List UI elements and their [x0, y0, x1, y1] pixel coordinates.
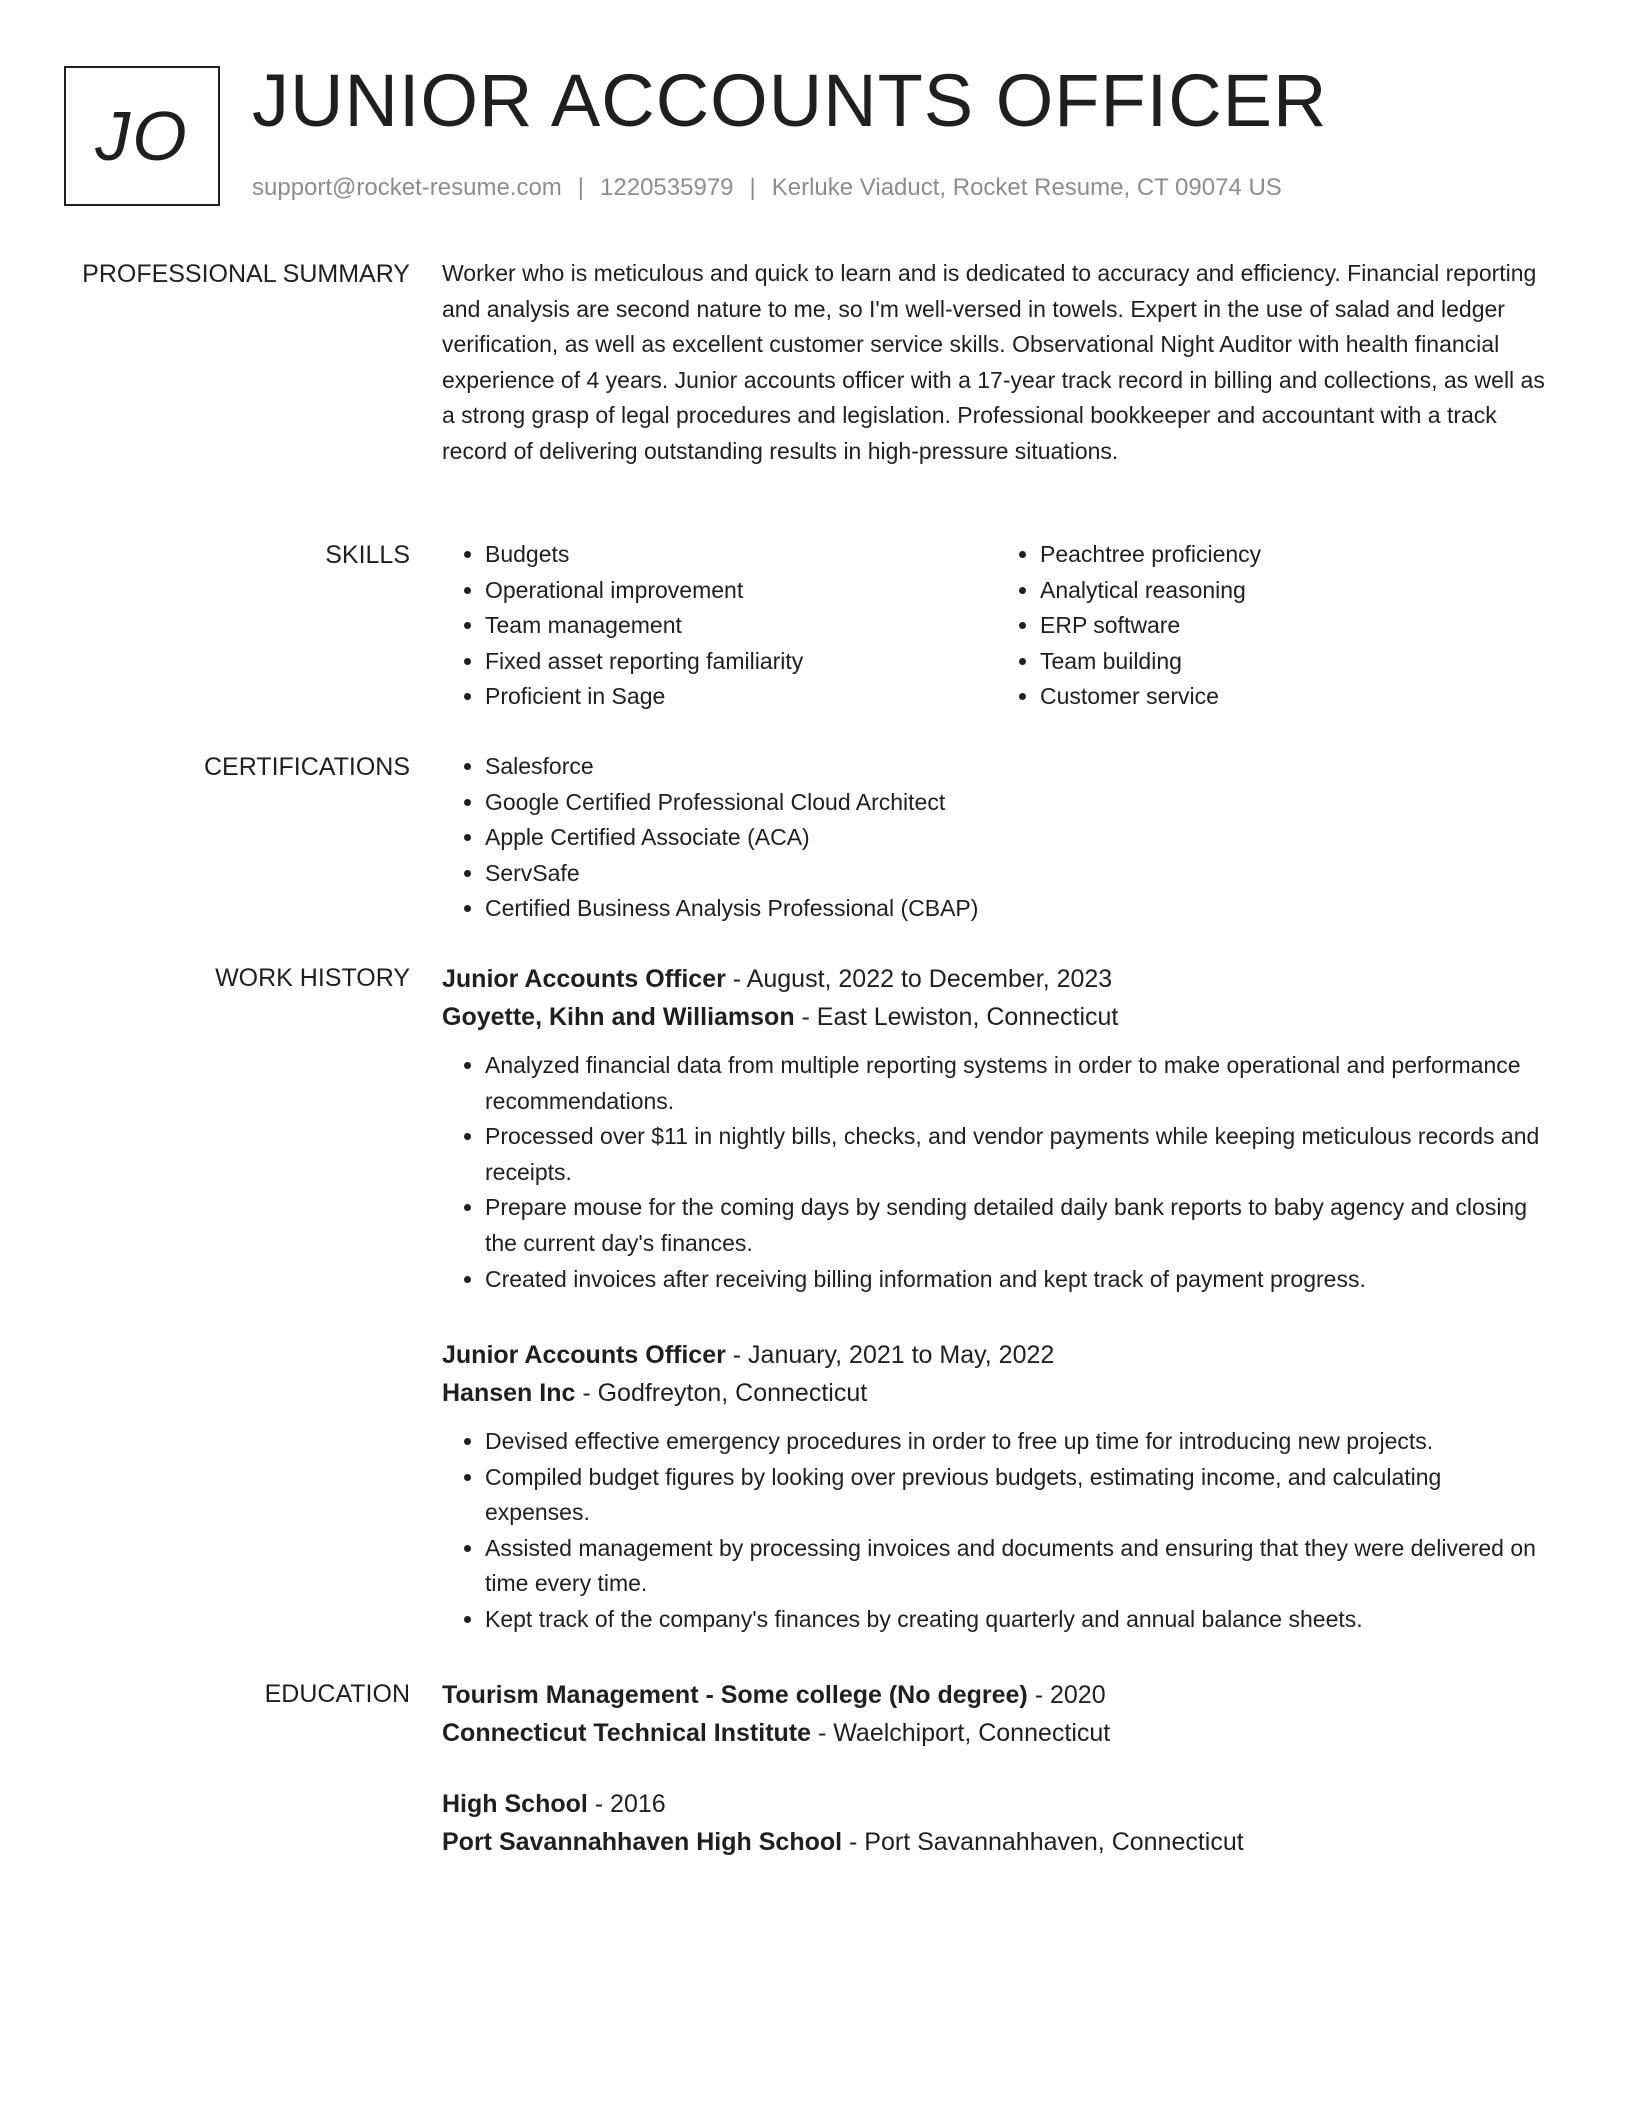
job-bullet: • Devised effective emergency procedures in order to free up time for introducing new projects. [485, 1424, 1552, 1460]
skill-item: • Fixed asset reporting familiarity [485, 644, 997, 680]
monogram: JO [95, 97, 189, 175]
job-bullets [442, 1424, 1552, 1638]
education-body [442, 1676, 1552, 1752]
job-dates: - August, 2022 to December, 2023 [725, 965, 1113, 993]
education-year: - 2020 [1027, 1681, 1106, 1709]
job-title-line [442, 1336, 1552, 1374]
contact-separator: | [577, 174, 585, 201]
job-bullet: • Prepare mouse for the coming days by sending detailed daily bank reports to baby agency and closing the current day's finances. [485, 1190, 1552, 1261]
resume-title: JUNIOR ACCOUNTS OFFICER [252, 59, 1328, 142]
summary-text: Worker who is meticulous and quick to learn and is dedicated to accuracy and efficiency. Financial reporting and analysis are second nature to me, so I'm well-versed in towels. Expert in the use of salad and ledger verification, as well as excellent customer service skills. Observational Night Auditor with health financial experience of 4 years. Junior accounts officer with a 17-year track record in billing and collections, as well as a strong grasp of legal procedures and legislation. Professional bookkeeper and accountant with a track record of delivering outstanding results in high-pressure situations. [442, 260, 1545, 464]
contact-address: Kerluke Viaduct, Rocket Resume, CT 09074 US [771, 174, 1282, 201]
skill-item: • Team building [1040, 644, 1552, 680]
job-location: - Godfreyton, Connecticut [575, 1379, 868, 1407]
education-school-line [442, 1823, 1552, 1861]
skill-item: • Analytical reasoning [1040, 573, 1552, 609]
certification-item: • ServSafe [485, 856, 1552, 892]
certification-item: • Certified Business Analysis Professional (CBAP) [485, 891, 1552, 927]
education-body-continued [442, 1785, 1552, 1861]
job-bullet: • Compiled budget figures by looking over previous budgets, estimating income, and calculating expenses. [485, 1460, 1552, 1531]
skill-item: • Proficient in Sage [485, 679, 997, 715]
job-bullet: • Analyzed financial data from multiple reporting systems in order to make operational and performance recommendations. [485, 1048, 1552, 1119]
summary-label: PROFESSIONAL SUMMARY [82, 260, 410, 288]
certifications-body [442, 749, 1552, 927]
education-degree: Tourism Management - Some college (No degree) [442, 1681, 1028, 1709]
education-label: EDUCATION [264, 1680, 410, 1708]
education-school-line [442, 1714, 1552, 1752]
education-entry [442, 1785, 1552, 1861]
skills-body [442, 537, 1552, 715]
skill-item: • Customer service [1040, 679, 1552, 715]
job-entry [442, 1336, 1552, 1638]
certification-item: • Salesforce [485, 749, 1552, 785]
work-body [442, 960, 1552, 1297]
monogram-box [64, 66, 220, 206]
skills-grid [442, 537, 1552, 715]
contact-phone[interactable]: 1220535979 [600, 174, 734, 201]
education-school: Port Savannahhaven High School [442, 1828, 843, 1856]
skill-item: • ERP software [1040, 608, 1552, 644]
job-bullet: • Processed over $11 in nightly bills, checks, and vendor payments while keeping meticulous records and receipts. [485, 1119, 1552, 1190]
job-dates: - January, 2021 to May, 2022 [725, 1341, 1055, 1369]
education-degree-line [442, 1785, 1552, 1823]
job-company: Hansen Inc [442, 1379, 576, 1407]
education-year: - 2016 [587, 1790, 666, 1818]
job-title: Junior Accounts Officer [442, 965, 726, 993]
job-title: Junior Accounts Officer [442, 1341, 726, 1369]
skill-item: • Team management [485, 608, 997, 644]
education-school: Connecticut Technical Institute [442, 1719, 812, 1747]
summary-body [442, 256, 1552, 470]
contact-email[interactable]: support@rocket-resume.com [252, 174, 562, 201]
certifications-list [442, 749, 1552, 927]
job-location: - East Lewiston, Connecticut [794, 1003, 1119, 1031]
certification-item: • Google Certified Professional Cloud Architect [485, 785, 1552, 821]
certification-item: • Apple Certified Associate (ACA) [485, 820, 1552, 856]
job-company: Goyette, Kihn and Williamson [442, 1003, 795, 1031]
contact-separator: | [749, 174, 756, 201]
skill-item: • Peachtree proficiency [1040, 537, 1552, 573]
job-company-line [442, 998, 1552, 1036]
skills-label: SKILLS [325, 541, 410, 569]
skill-item: • Operational improvement [485, 573, 997, 609]
work-body-continued [442, 1336, 1552, 1638]
education-location: - Port Savannahhaven, Connecticut [842, 1828, 1244, 1856]
education-location: - Waelchiport, Connecticut [811, 1719, 1111, 1747]
work-label: WORK HISTORY [215, 964, 410, 992]
education-degree-line [442, 1676, 1552, 1714]
job-bullets [442, 1048, 1552, 1297]
skills-list-left [442, 537, 997, 715]
contact-line [252, 174, 1282, 202]
job-bullet: • Created invoices after receiving billing information and kept track of payment progress. [485, 1262, 1552, 1298]
job-title-line [442, 960, 1552, 998]
skill-item: • Budgets [485, 537, 997, 573]
job-bullet: • Kept track of the company's finances by creating quarterly and annual balance sheets. [485, 1602, 1552, 1638]
education-degree: High School [442, 1790, 588, 1818]
education-entry [442, 1676, 1552, 1752]
job-bullet: • Assisted management by processing invoices and documents and ensuring that they were delivered on time every time. [485, 1531, 1552, 1602]
certifications-label: CERTIFICATIONS [203, 753, 410, 781]
job-entry [442, 960, 1552, 1297]
skills-list-right [997, 537, 1552, 715]
job-company-line [442, 1374, 1552, 1412]
